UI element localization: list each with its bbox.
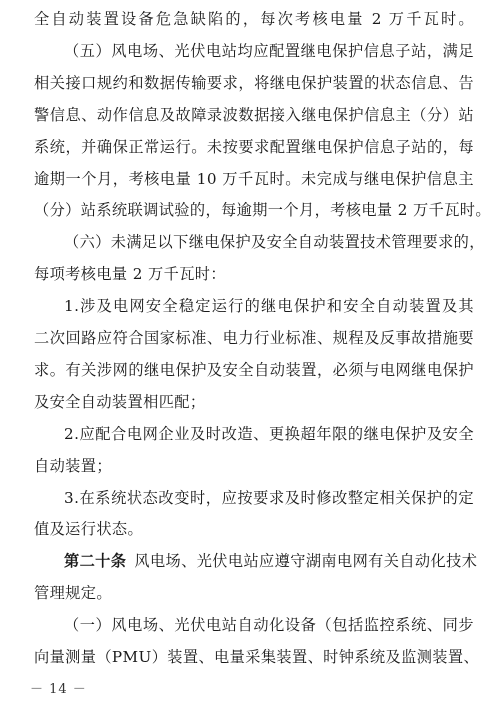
text-line: 二次回路应符合国家标准、电力行业标准、规程及反事故措施要: [34, 329, 474, 347]
text-line: 全自动装置设备危急缺陷的，每次考核电量 2 万千瓦时。: [34, 10, 474, 28]
text-line: （一）风电场、光伏电站自动化设备（包括监控系统、同步: [64, 616, 474, 634]
text-line: 每项考核电量 2 万千瓦时：: [34, 265, 226, 283]
text-line: 3.在系统状态改变时，应按要求及时修改整定相关保护的定: [64, 489, 474, 507]
text-line: 值及运行状态。: [34, 520, 144, 538]
text-line: 相关接口规约和数据传输要求，将继电保护装置的状态信息、告: [34, 74, 474, 92]
article-heading: 第二十条: [64, 552, 127, 570]
text-line: 2.应配合电网企业及时改造、更换超年限的继电保护及安全: [64, 425, 474, 443]
text-line: （五）风电场、光伏电站均应配置继电保护信息子站，满足: [64, 42, 474, 60]
text-line: （分）站系统联调试验的，每逾期一个月，考核电量 2 万千瓦时。: [34, 201, 491, 219]
text-line: 向量测量（PMU）装置、电量采集装置、时钟系统及监测装置、: [34, 648, 480, 666]
text-line: 逾期一个月，考核电量 10 万千瓦时。未完成与继电保护信息主: [34, 170, 474, 188]
article-text: 风电场、光伏电站应遵守湖南电网有关自动化技术: [126, 552, 478, 570]
page-number: － 14 －: [30, 682, 87, 697]
text-line: 管理规定。: [34, 584, 112, 602]
text-line: 系统，并确保正常运行。未按要求配置继电保护信息子站的，每: [34, 138, 474, 156]
text-line: 自动装置；: [34, 457, 112, 475]
article-line: [64, 551, 478, 571]
text-line: 1.涉及电网安全稳定运行的继电保护和安全自动装置及其: [64, 297, 474, 315]
text-line: 求。有关涉网的继电保护及安全自动装置，必须与电网继电保护: [34, 361, 474, 379]
text-line: （六）未满足以下继电保护及安全自动装置技术管理要求的，: [64, 233, 485, 251]
text-line: 警信息、动作信息及故障录波数据接入继电保护信息主（分）站: [34, 106, 474, 124]
text-line: 及安全自动装置相匹配；: [34, 393, 206, 411]
